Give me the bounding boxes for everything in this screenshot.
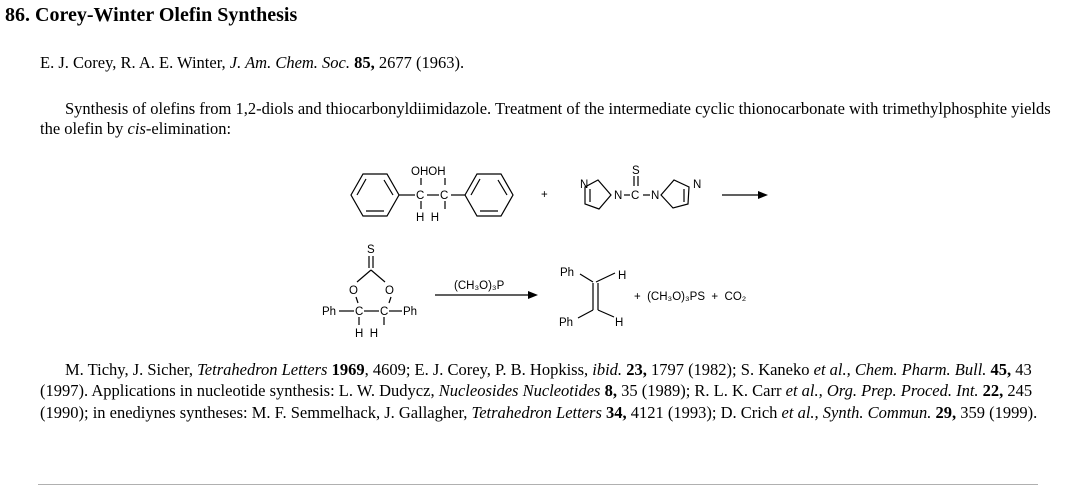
bottom-divider: [38, 484, 1038, 485]
oxygen-label: O: [385, 285, 394, 297]
reference-segment: 245 (1990); in enediynes syntheses: M. F. Semmelhack, J. Gallagher,: [40, 381, 1033, 422]
ring-bond: [357, 270, 371, 282]
carbon-label: C: [440, 190, 449, 202]
sulfur-label: S: [632, 165, 640, 177]
bond: [598, 310, 614, 317]
byproducts: + (CH₃O)₃PS + CO₂: [634, 291, 747, 303]
hydrogen-label: H: [615, 317, 624, 329]
imidazole-nitrogen: N: [693, 179, 702, 191]
carbon-label: C: [355, 306, 364, 318]
description-text: Synthesis of olefins from 1,2-diols and thiocarbonyldiimidazole. Treatment of the intermediate cyclic thionocarbonate with trimethylphosphite yields the olefin by: [40, 99, 1051, 138]
reference-segment: 1969: [331, 360, 365, 379]
reference-segment: et al., Chem. Pharm. Bull.: [813, 360, 987, 379]
thionocarbonate-structure: [322, 244, 417, 340]
reference-segment: M. Tichy, J. Sicher,: [65, 360, 198, 379]
thiocarbonyl-carbon: C: [631, 190, 640, 202]
right-benzene-ring: [465, 174, 513, 216]
reference-journal: J. Am. Chem. Soc.: [229, 53, 351, 72]
reference-volume: 85,: [354, 53, 375, 72]
olefin-structure: [559, 267, 626, 329]
arrow-reagent-label: (CH₃O)₃P: [454, 280, 505, 292]
phenyl-label: Ph: [560, 267, 575, 279]
sulfur-label: S: [367, 244, 375, 256]
thiocarbonyldiimidazole-structure: [580, 165, 701, 209]
reaction-arrow: [722, 191, 768, 199]
reference-segment: 35 (1989); R. L. K. Carr: [616, 381, 786, 401]
reference-segment: 8,: [604, 381, 617, 401]
reference-segment: et al., Synth. Commun.: [781, 402, 932, 422]
description-cis: cis: [127, 119, 146, 138]
left-benzene-ring: [351, 174, 399, 216]
right-imidazole-ring: [661, 180, 689, 208]
imidazole-nitrogen: N: [651, 190, 660, 202]
ring-bond: [356, 297, 358, 303]
reference-segment: Tetrahedron Letters: [197, 360, 328, 379]
reference-segment: 4121 (1993); D. Crich: [626, 402, 782, 422]
phenyl-label: Ph: [559, 317, 574, 329]
phenyl-label: Ph: [403, 306, 418, 318]
hydrogen-label: H: [618, 270, 627, 282]
reference-segment: Nucleosides Nucleotides: [438, 381, 601, 401]
reference-segment: , 4609; E. J. Corey, P. B. Hopkiss,: [364, 360, 593, 379]
reference-segment: 34,: [606, 402, 627, 422]
plus-sign: +: [541, 189, 548, 201]
bond: [596, 273, 615, 282]
carbon-label: C: [416, 190, 425, 202]
reference-segment: 359 (1999).: [956, 402, 1038, 422]
hydroxyl-label: OHOH: [411, 166, 446, 178]
ring-bond: [371, 270, 385, 282]
reference-segment: 45,: [990, 360, 1012, 379]
reference-pages-year: 2677 (1963).: [374, 53, 465, 72]
diol-structure: [351, 166, 513, 224]
reference-segment: 1797 (1982); S. Kaneko: [646, 360, 814, 379]
imidazole-nitrogen: N: [614, 190, 623, 202]
reference-segment: et al., Org. Prep. Proced. Int.: [785, 381, 979, 401]
reference-segment: 22,: [982, 381, 1004, 401]
bond: [578, 310, 593, 318]
left-imidazole-ring: [585, 180, 611, 209]
bond: [580, 274, 593, 282]
reaction-arrow-2: [435, 280, 538, 299]
reference-authors: E. J. Corey, R. A. E. Winter,: [40, 53, 230, 72]
hydrogen-label: H H: [355, 328, 378, 340]
reference-segment: 23,: [626, 360, 647, 379]
reference-segment: Tetrahedron Letters: [471, 402, 602, 422]
hydrogen-label: H H: [416, 212, 439, 224]
phenyl-label: Ph: [322, 306, 337, 318]
ring-bond: [389, 297, 391, 303]
further-references: [40, 359, 1070, 423]
imidazole-nitrogen: N: [580, 179, 589, 191]
description-elimination: -elimination:: [145, 119, 232, 138]
reference-segment: ibid.: [592, 360, 623, 379]
reference-segment: 43 (1997). Applications in nucleotide synthesis: L. W. Dudycz,: [40, 360, 1032, 401]
page-title: 86. Corey-Winter Olefin Synthesis: [5, 4, 298, 26]
oxygen-label: O: [349, 285, 358, 297]
carbon-label: C: [380, 306, 389, 318]
reference-segment: 29,: [935, 402, 957, 422]
